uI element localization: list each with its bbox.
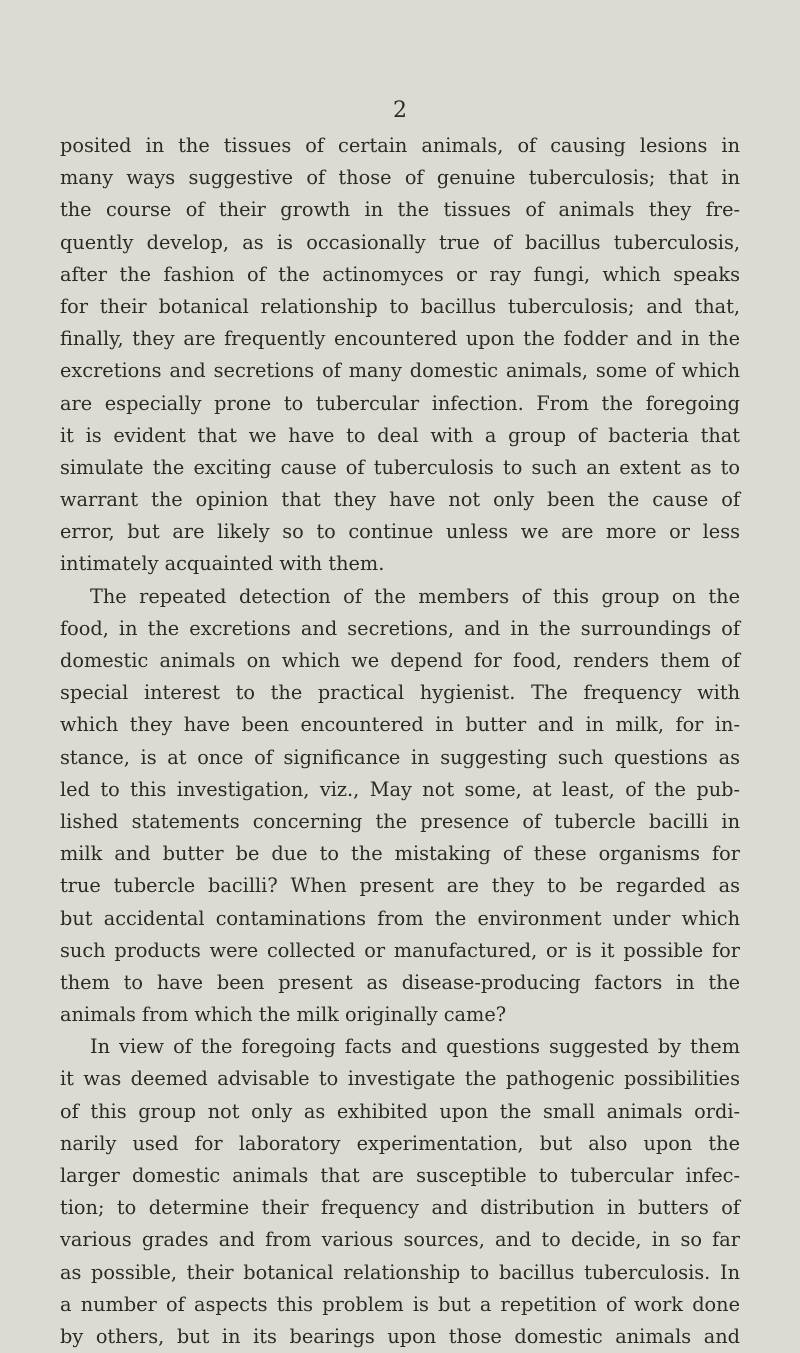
text-line: the course of their growth in the tissues of animals they fre- bbox=[60, 198, 740, 222]
text-line: animals from which the milk originally came? bbox=[60, 1003, 507, 1027]
text-line: larger domestic animals that are susceptible to tubercular infec- bbox=[60, 1164, 740, 1187]
text-line: domestic animals on which we depend for food, renders them of bbox=[60, 649, 740, 672]
text-line: as possible, their botanical relationship to bacillus tuberculosis. In bbox=[60, 1260, 740, 1284]
text-line: them to have been present as disease-producing factors in the bbox=[60, 970, 740, 994]
text-line: lished statements concerning the presence of tubercle bacilli in bbox=[60, 809, 740, 833]
text-line: such products were collected or manufactured, or is it possible for bbox=[60, 938, 740, 962]
text-line: finally, they are frequently encountered upon the fodder and in the bbox=[60, 327, 740, 351]
text-line: error, but are likely so to continue unless we are more or less bbox=[60, 520, 740, 544]
text-line: many ways suggestive of those of genuine tuberculosis; that in bbox=[60, 166, 740, 190]
text-line: after the fashion of the actinomyces or ray fungi, which speaks bbox=[60, 262, 740, 286]
text-line: which they have been encountered in butter and in milk, for in- bbox=[60, 713, 740, 737]
text-line: for their botanical relationship to bacillus tuberculosis; and that, bbox=[60, 294, 740, 318]
text-line: excretions and secretions of many domestic animals, some of which bbox=[60, 359, 740, 383]
text-line: true tubercle bacilli? When present are they to be regarded as bbox=[60, 874, 740, 898]
text-line: are especially prone to tubercular infection. From the foregoing bbox=[60, 391, 740, 415]
text-line: by others, but in its bearings upon those domestic animals and bbox=[60, 1324, 740, 1348]
text-line: intimately acquainted with them. bbox=[60, 552, 385, 576]
text-line: it is evident that we have to deal with a group of bacteria that bbox=[60, 423, 740, 447]
text-line: posited in the tissues of certain animals, of causing lesions in bbox=[60, 134, 740, 157]
text-line: led to this investigation, viz., May not some, at least, of the pub- bbox=[60, 777, 740, 801]
page-number: 2 bbox=[393, 98, 407, 123]
text-line: special interest to the practical hygienist. The frequency with bbox=[60, 681, 740, 705]
text-line: but accidental contaminations from the environment under which bbox=[60, 906, 740, 930]
text-line: narily used for laboratory experimentation, but also upon the bbox=[60, 1131, 740, 1155]
text-line: warrant the opinion that they have not only been the cause of bbox=[60, 488, 740, 512]
text-line: milk and butter be due to the mistaking of these organisms for bbox=[60, 842, 740, 866]
text-line: The repeated detection of the members of this group on the bbox=[90, 584, 740, 608]
text-line: it was deemed advisable to investigate the pathogenic possibilities bbox=[60, 1067, 740, 1091]
text-line: tion; to determine their frequency and distribution in butters of bbox=[60, 1196, 740, 1220]
body-text bbox=[60, 130, 740, 1353]
text-line: In view of the foregoing facts and questions suggested by them bbox=[90, 1035, 740, 1059]
text-line: a number of aspects this problem is but a repetition of work done bbox=[60, 1292, 740, 1316]
text-line: various grades and from various sources, and to decide, in so far bbox=[60, 1228, 740, 1252]
text-line: quently develop, as is occasionally true of bacillus tuberculosis, bbox=[60, 230, 740, 254]
text-line: food, in the excretions and secretions, and in the surroundings of bbox=[60, 616, 740, 640]
text-line: simulate the exciting cause of tuberculosis to such an extent as to bbox=[60, 455, 740, 479]
text-line: of this group not only as exhibited upon the small animals ordi- bbox=[60, 1099, 740, 1123]
text-line: stance, is at once of significance in suggesting such questions as bbox=[60, 745, 740, 769]
